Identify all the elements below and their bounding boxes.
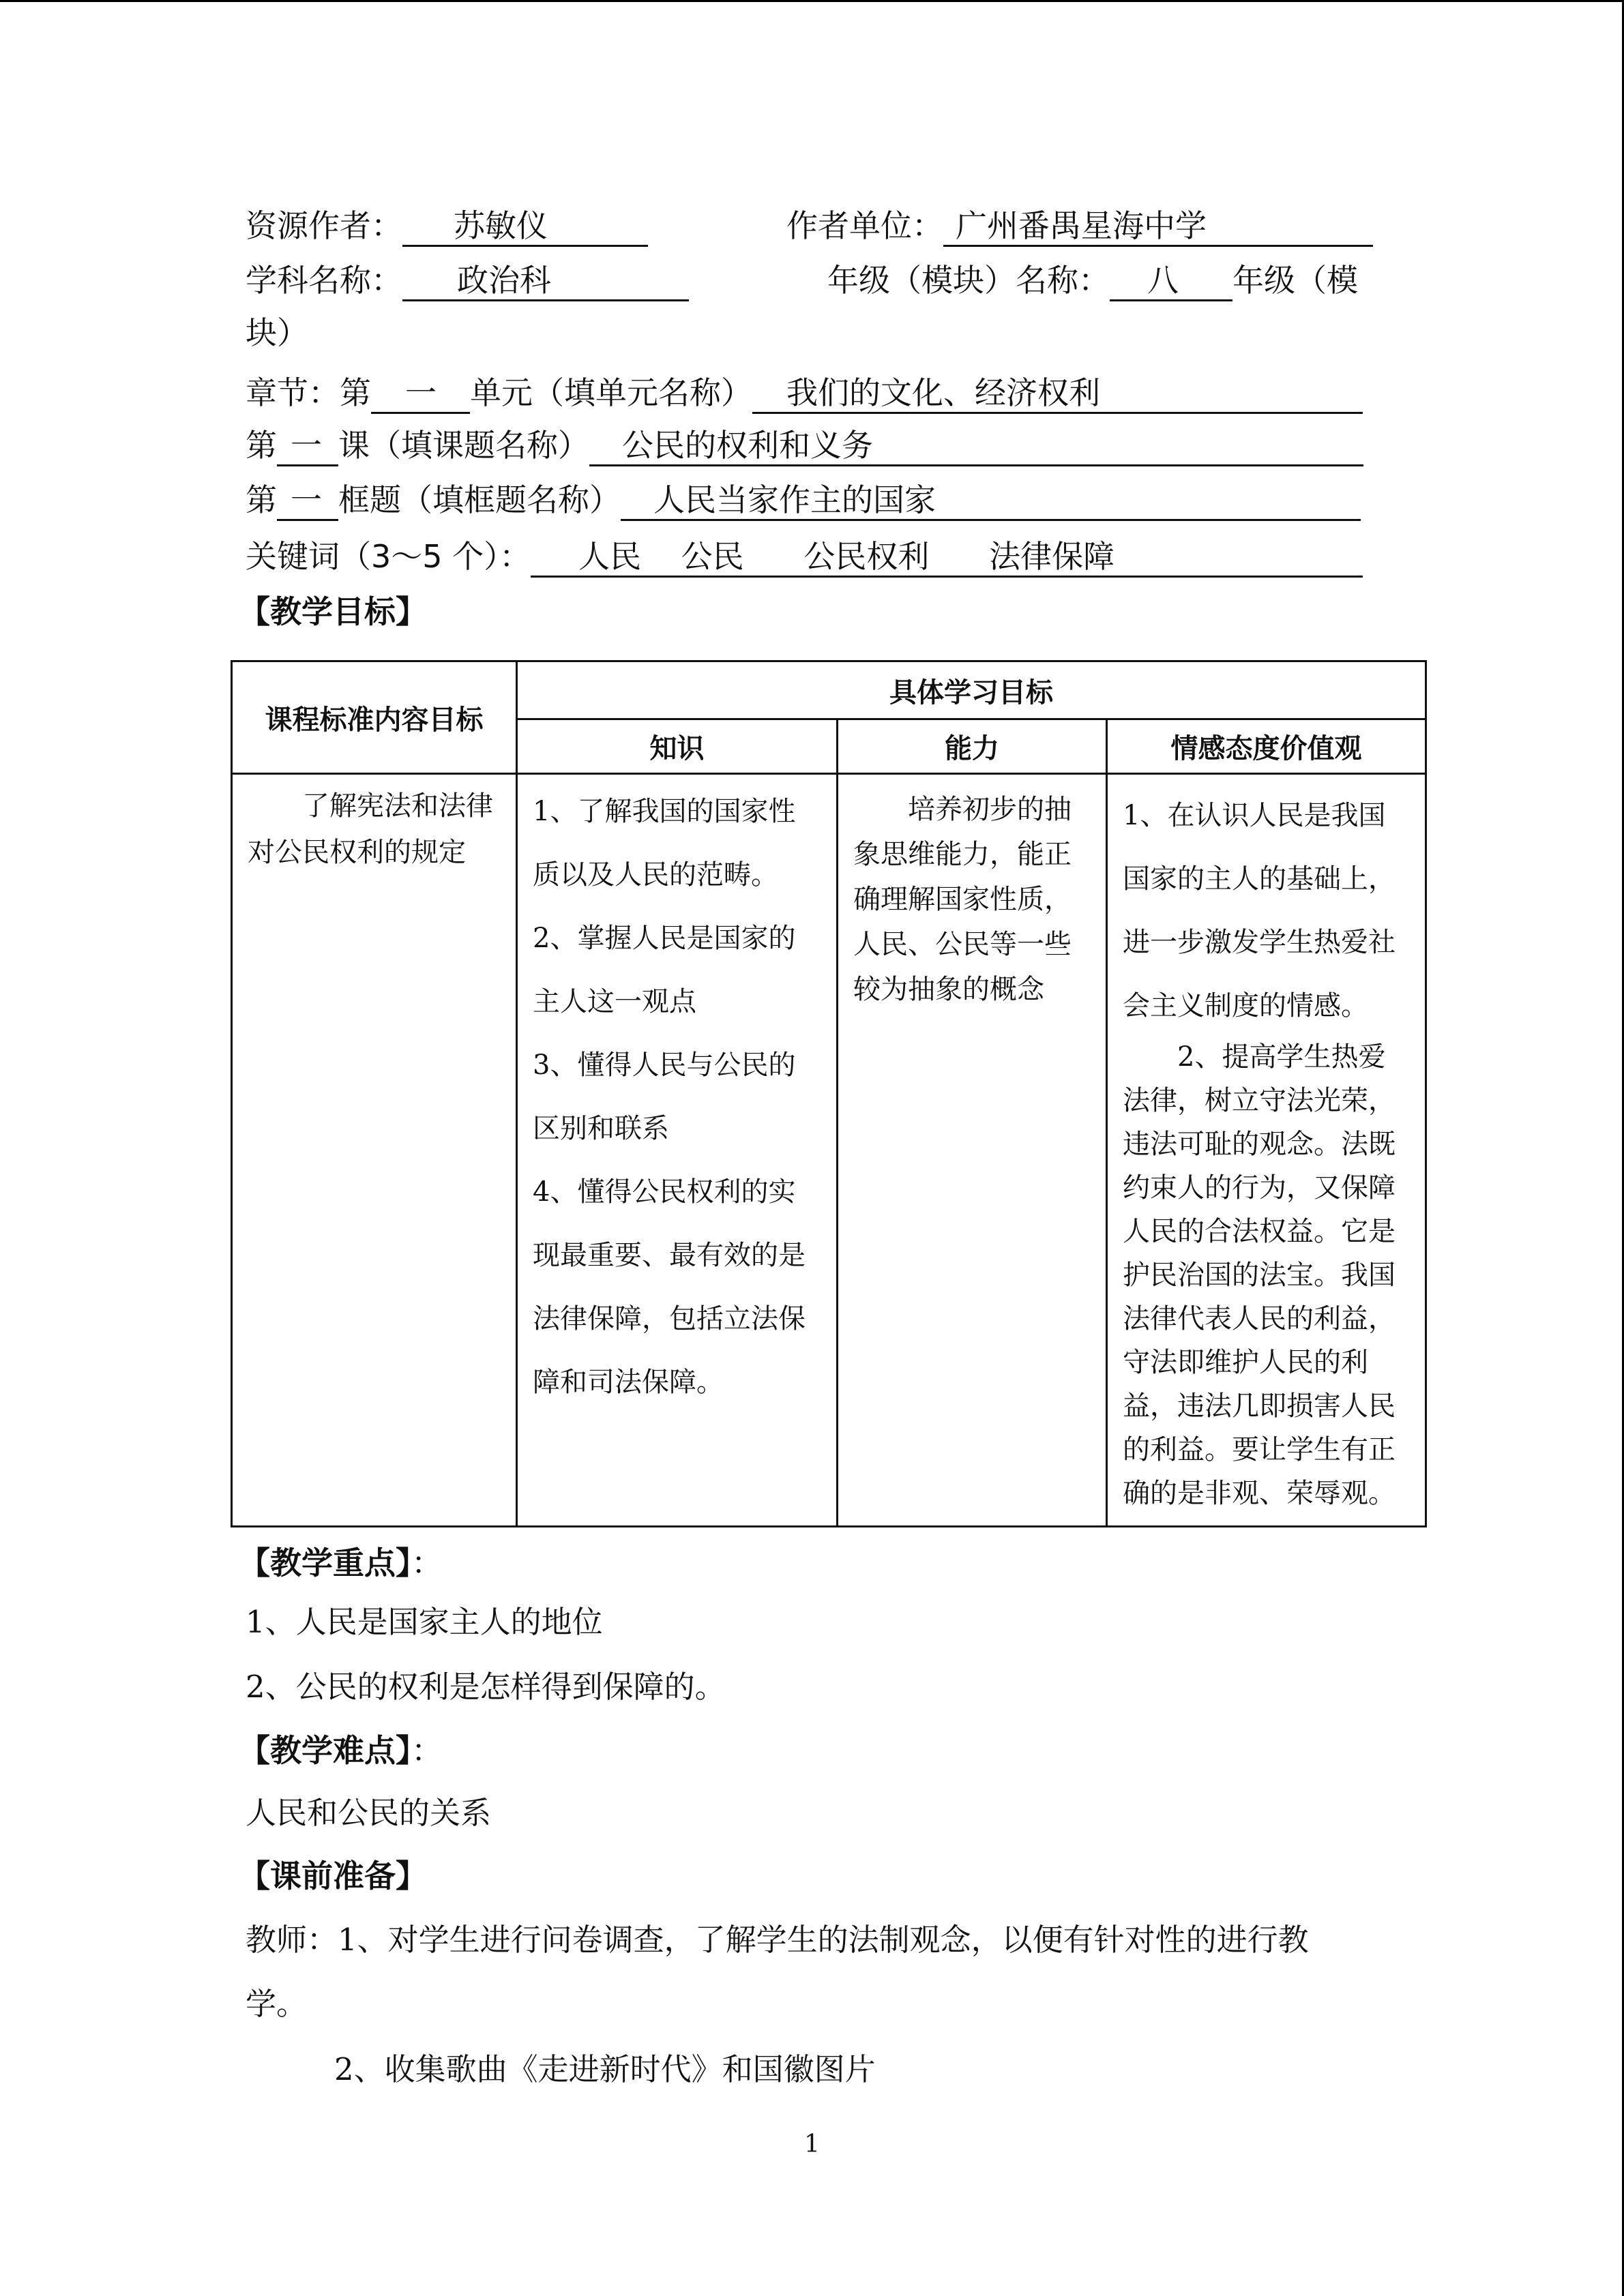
subject-line bbox=[246, 260, 689, 301]
attitude-header: 情感态度价值观 bbox=[1107, 719, 1426, 774]
frame-prefix: 第 bbox=[246, 481, 277, 518]
ability-text: 培养初步的抽象思维能力，能正确理解国家性质，人民、公民等一些较为抽象的概念 bbox=[853, 794, 1072, 1005]
prep-line-1: 教师：1、对学生进行问卷调查，了解学生的法制观念，以便有针对性的进行教 bbox=[246, 1922, 1309, 1958]
chapter-mid: 单元（填单元名称） bbox=[470, 374, 752, 411]
grade-suffix-wrap bbox=[246, 312, 308, 353]
chapter-line bbox=[246, 372, 1363, 414]
difficulty-text: 人民和公民的关系 bbox=[246, 1795, 492, 1831]
unit-label: 作者单位： bbox=[786, 207, 943, 244]
key-points-colon: ： bbox=[411, 1545, 443, 1581]
grade-label: 年级（模块）名称： bbox=[827, 262, 1110, 299]
prep-line-2: 学。 bbox=[246, 1986, 308, 2022]
unit-line bbox=[786, 205, 1373, 247]
knowledge-item-4: 4、懂得公民权利的实现最重要、最有效的是法律保障，包括立法保障和司法保障。 bbox=[533, 1176, 806, 1398]
grade-value: 八 bbox=[1110, 261, 1232, 301]
ability-header: 能力 bbox=[838, 719, 1107, 774]
chapter-name: 我们的文化、经济权利 bbox=[752, 374, 1363, 414]
knowledge-item-1: 1、了解我国的国家性质以及人民的范畴。 bbox=[533, 796, 796, 891]
attitude-cell bbox=[1107, 774, 1426, 1527]
knowledge-item-3: 3、懂得人民与公民的区别和联系 bbox=[533, 1049, 796, 1144]
subject-value: 政治科 bbox=[402, 261, 689, 301]
key-point-2: 2、公民的权利是怎样得到保障的。 bbox=[246, 1669, 726, 1705]
learning-goals-header: 具体学习目标 bbox=[517, 661, 1426, 719]
lesson-mid: 课（填课题名称） bbox=[338, 427, 589, 464]
knowledge-cell bbox=[517, 774, 838, 1527]
page-number: 1 bbox=[804, 2130, 820, 2158]
frame-mid: 框题（填框题名称） bbox=[338, 481, 621, 518]
author-line bbox=[246, 205, 648, 247]
knowledge-item-2: 2、掌握人民是国家的主人这一观点 bbox=[533, 923, 796, 1017]
course-standard-header: 课程标准内容目标 bbox=[232, 661, 517, 774]
keywords-line bbox=[246, 536, 1363, 578]
lesson-name: 公民的权利和义务 bbox=[589, 426, 1363, 466]
chapter-number: 一 bbox=[371, 374, 470, 414]
frame-line bbox=[246, 479, 1361, 521]
course-standard-text: 了解宪法和法律对公民权利的规定 bbox=[248, 790, 493, 868]
grade-suffix-2: 块） bbox=[246, 314, 308, 351]
frame-number: 一 bbox=[277, 481, 338, 521]
frame-name: 人民当家作主的国家 bbox=[621, 481, 1361, 521]
keywords-value: 人民 公民 公民权利 法律保障 bbox=[531, 537, 1363, 578]
course-standard-cell bbox=[232, 774, 517, 1527]
objectives-table bbox=[231, 660, 1427, 1527]
key-points-heading: 【教学重点】 bbox=[239, 1545, 411, 1581]
lesson-prefix: 第 bbox=[246, 427, 277, 464]
unit-value: 广州番禺星海中学 bbox=[943, 207, 1373, 247]
key-point-1: 1、人民是国家主人的地位 bbox=[246, 1604, 603, 1640]
grade-suffix: 年级（模 bbox=[1232, 262, 1358, 299]
prep-line-3: 2、收集歌曲《走进新时代》和国徽图片 bbox=[334, 2051, 876, 2087]
teaching-goals-heading: 【教学目标】 bbox=[239, 593, 427, 630]
chapter-prefix: 章节：第 bbox=[246, 374, 371, 411]
attitude-para-2: 2、提高学生热爱法律，树立守法光荣，违法可耻的观念。法既约束人的行为，又保障人民的合法权益。它是护民治国的法宝。我国法律代表人民的利益，守法即维护人民的利益，违法几即损害人民的利益。要让学生有正确的是非观、荣辱观。 bbox=[1123, 1041, 1396, 1509]
subject-label: 学科名称： bbox=[246, 262, 402, 299]
grade-line bbox=[827, 260, 1358, 301]
difficulty-heading: 【教学难点】 bbox=[239, 1732, 411, 1769]
key-points-heading-line bbox=[239, 1542, 443, 1583]
ability-cell bbox=[838, 774, 1107, 1527]
lesson-number: 一 bbox=[277, 426, 338, 466]
difficulty-heading-line bbox=[239, 1730, 443, 1771]
attitude-para-1: 1、在认识人民是我国国家的主人的基础上，进一步激发学生热爱社会主义制度的情感。 bbox=[1123, 800, 1396, 1022]
author-label: 资源作者： bbox=[246, 207, 402, 244]
lesson-line bbox=[246, 425, 1363, 466]
knowledge-header: 知识 bbox=[517, 719, 838, 774]
prep-heading: 【课前准备】 bbox=[239, 1858, 427, 1894]
difficulty-colon: ： bbox=[411, 1732, 443, 1769]
author-value: 苏敏仪 bbox=[402, 207, 648, 247]
keywords-label: 关键词（3～5 个）： bbox=[246, 538, 531, 575]
